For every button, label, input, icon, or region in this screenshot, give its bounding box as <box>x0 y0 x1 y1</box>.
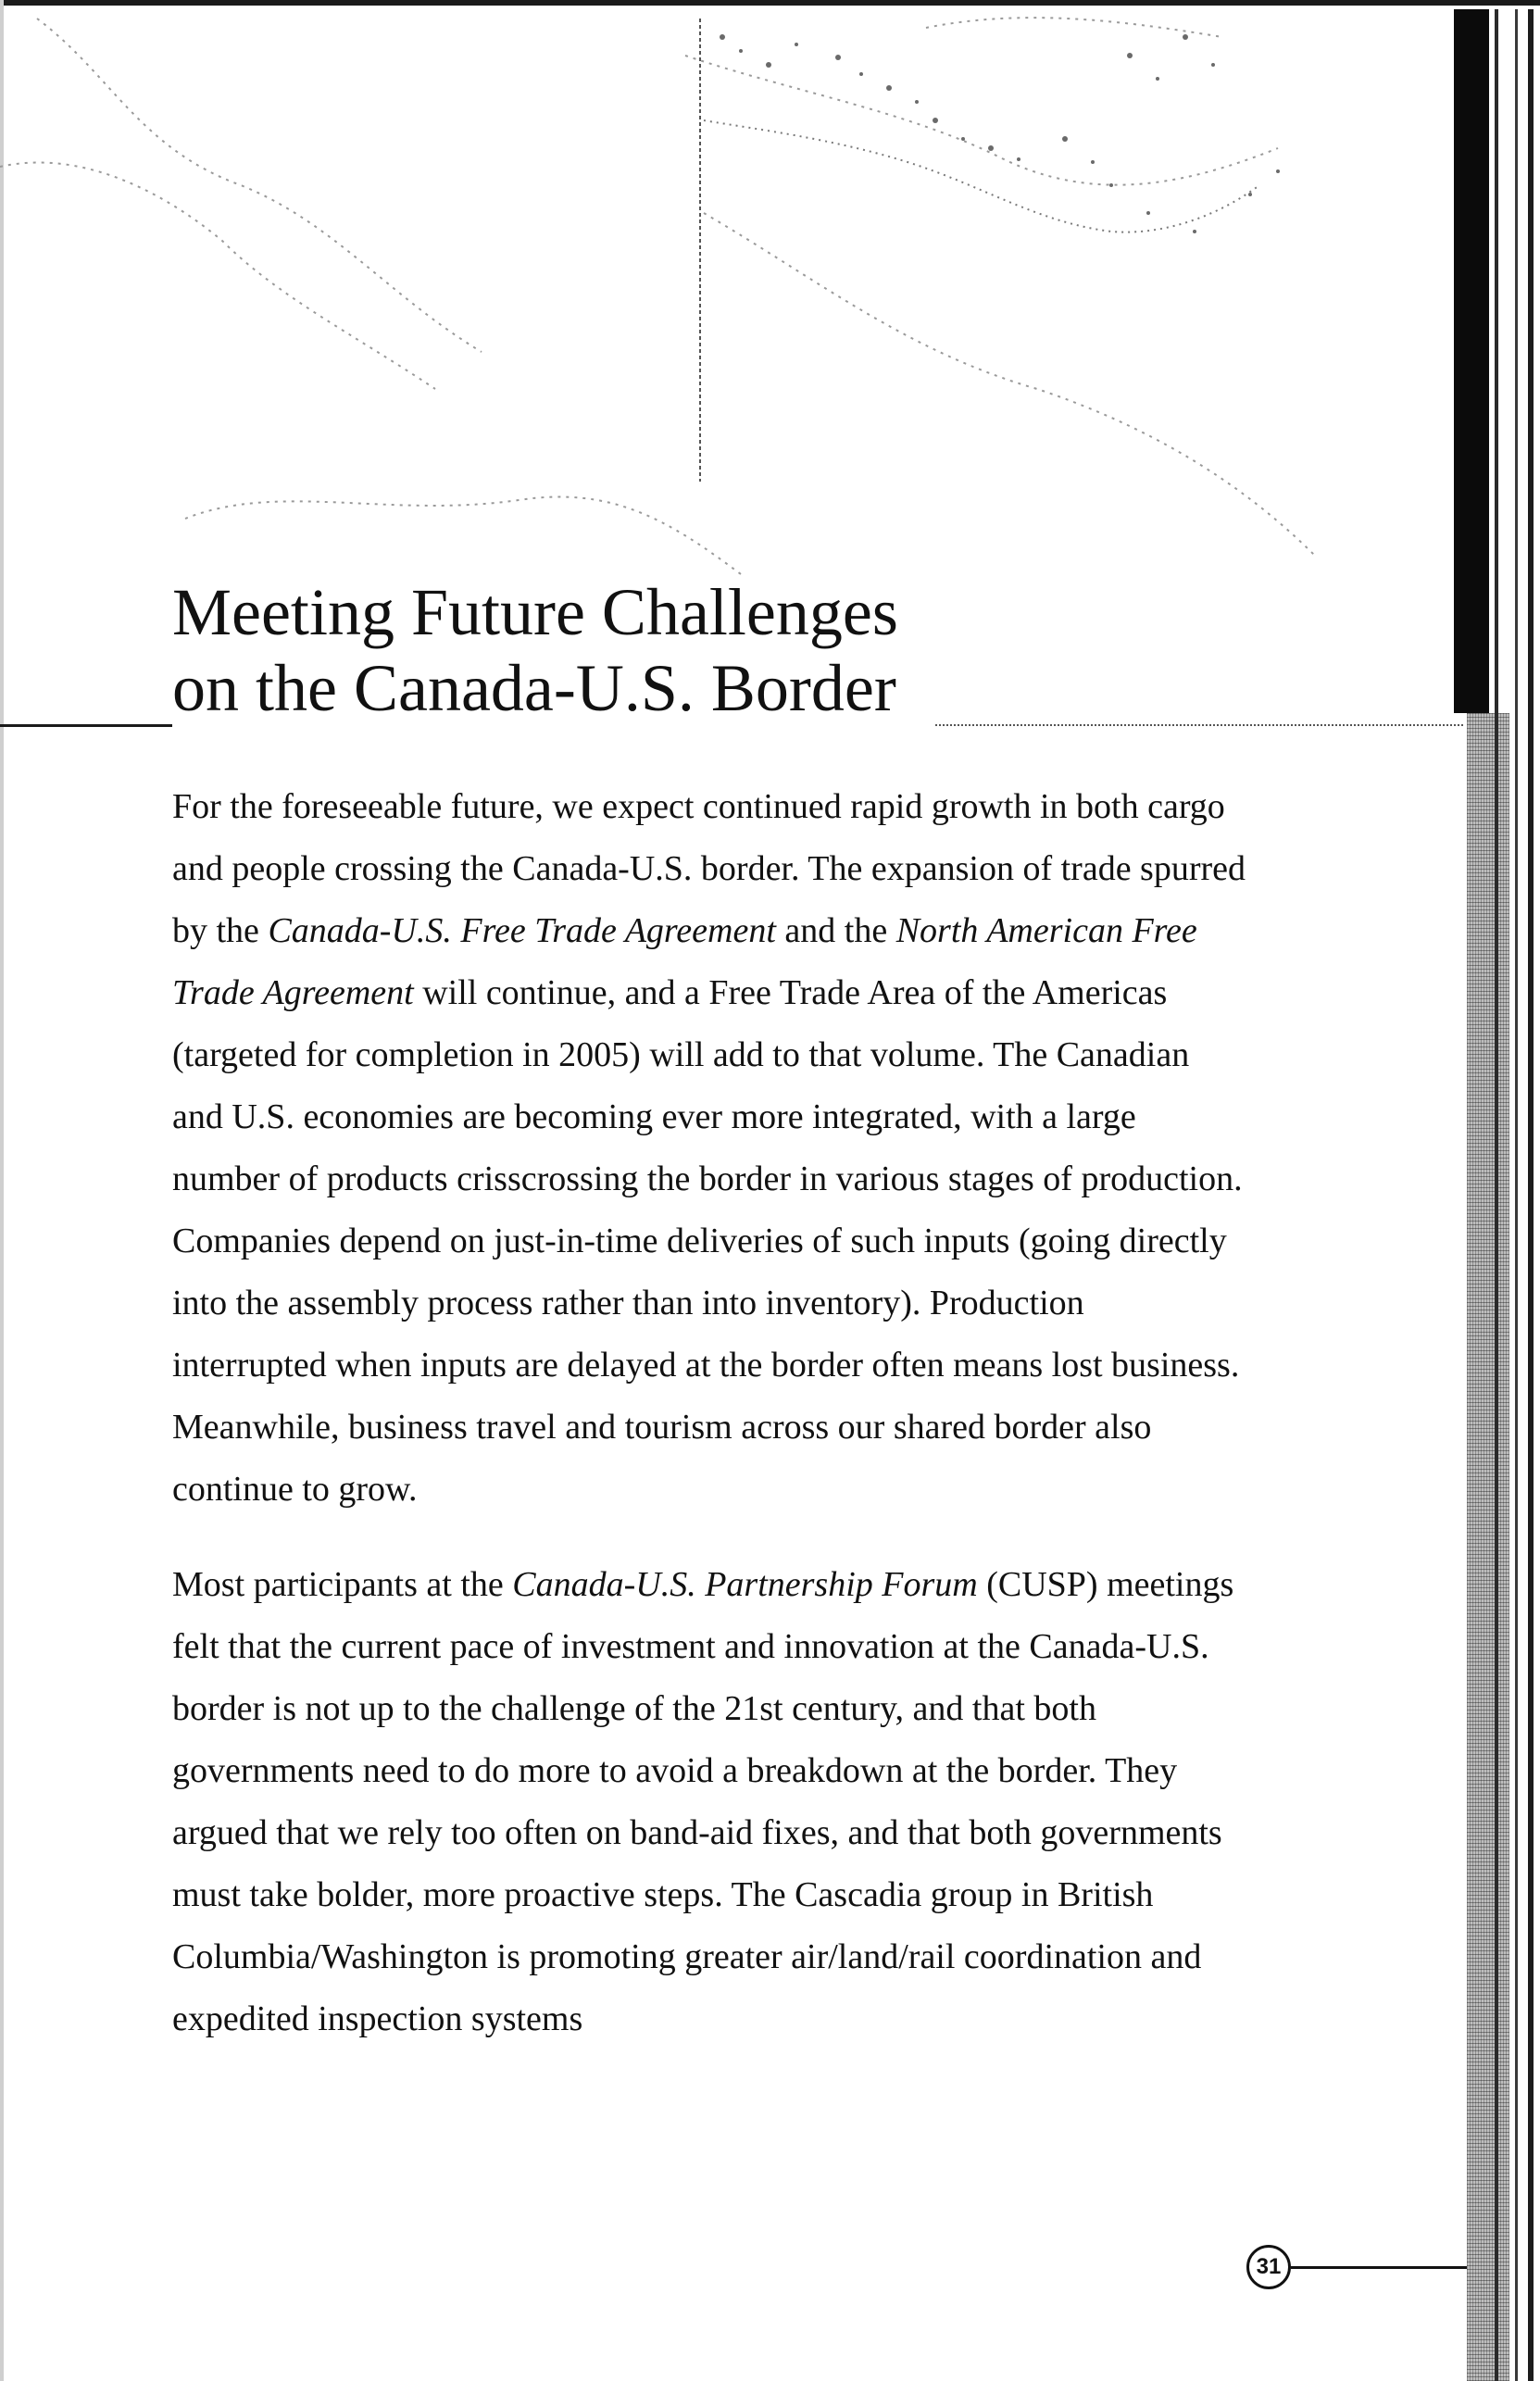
paragraph-2-text-a: Most participants at the <box>172 1565 513 1604</box>
paragraph-1-text-b: and the <box>775 911 896 950</box>
paragraph-1-text-c: will continue, and a Free Trade Area of the Americas (targeted for completion in 2005) will add to that volume. The Canadian and U.S. economies are becoming ever more integrated, with a large number of products crisscrossing the border in various stages of production. Companies depend on just-in-time deliveries of such inputs (going directly into the assembly process rather than into inventory). Production interrupted when inputs are delayed at the border often means lost business. Meanwhile, business travel and tourism across our shared border also continue to grow. <box>172 973 1243 1509</box>
body-text <box>172 776 1246 2084</box>
right-margin-line <box>1495 9 1498 2381</box>
right-margin-dark-bar <box>1454 9 1489 713</box>
page-number: 31 <box>1256 2254 1282 2279</box>
paragraph-1-text-a: For the foreseeable future, we expect continued rapid growth in both cargo and people crossing the Canada-U.S. border. The expansion of trade spurred by the <box>172 787 1246 950</box>
title-underline-left <box>0 724 172 727</box>
title-underline-dotted <box>935 724 1463 726</box>
paragraph-2-italic-a: Canada-U.S. Partnership Forum <box>512 1565 978 1604</box>
right-margin-line <box>1515 9 1518 2381</box>
right-margin-line <box>1528 9 1534 2381</box>
paragraph-2 <box>172 1554 1246 2050</box>
page-title <box>172 574 898 726</box>
page-number-rule <box>1291 2266 1467 2269</box>
paragraph-2-text-b: (CUSP) meetings felt that the current pace of investment and innovation at the Canada-U.S. border is not up to the challenge of the 21st century, and that both governments need to do more to avoid a breakdown at the border. They argued that we rely too often on band-aid fixes, and that both governments must take bolder, more proactive steps. The Cascadia group in British Columbia/Washington is promoting greater air/land/rail coordination and expedited inspection systems <box>172 1565 1234 2038</box>
right-margin-pattern-strip <box>1467 713 1509 2381</box>
page-number-badge <box>1246 2245 1291 2289</box>
title-line-2: on the Canada-U.S. Border <box>172 651 896 725</box>
paragraph-1 <box>172 776 1246 1521</box>
title-line-1: Meeting Future Challenges <box>172 575 898 649</box>
paragraph-1-italic-b: North American Free Trade Agreement <box>172 911 1197 1012</box>
paragraph-1-italic-a: Canada-U.S. Free Trade Agreement <box>268 911 776 950</box>
